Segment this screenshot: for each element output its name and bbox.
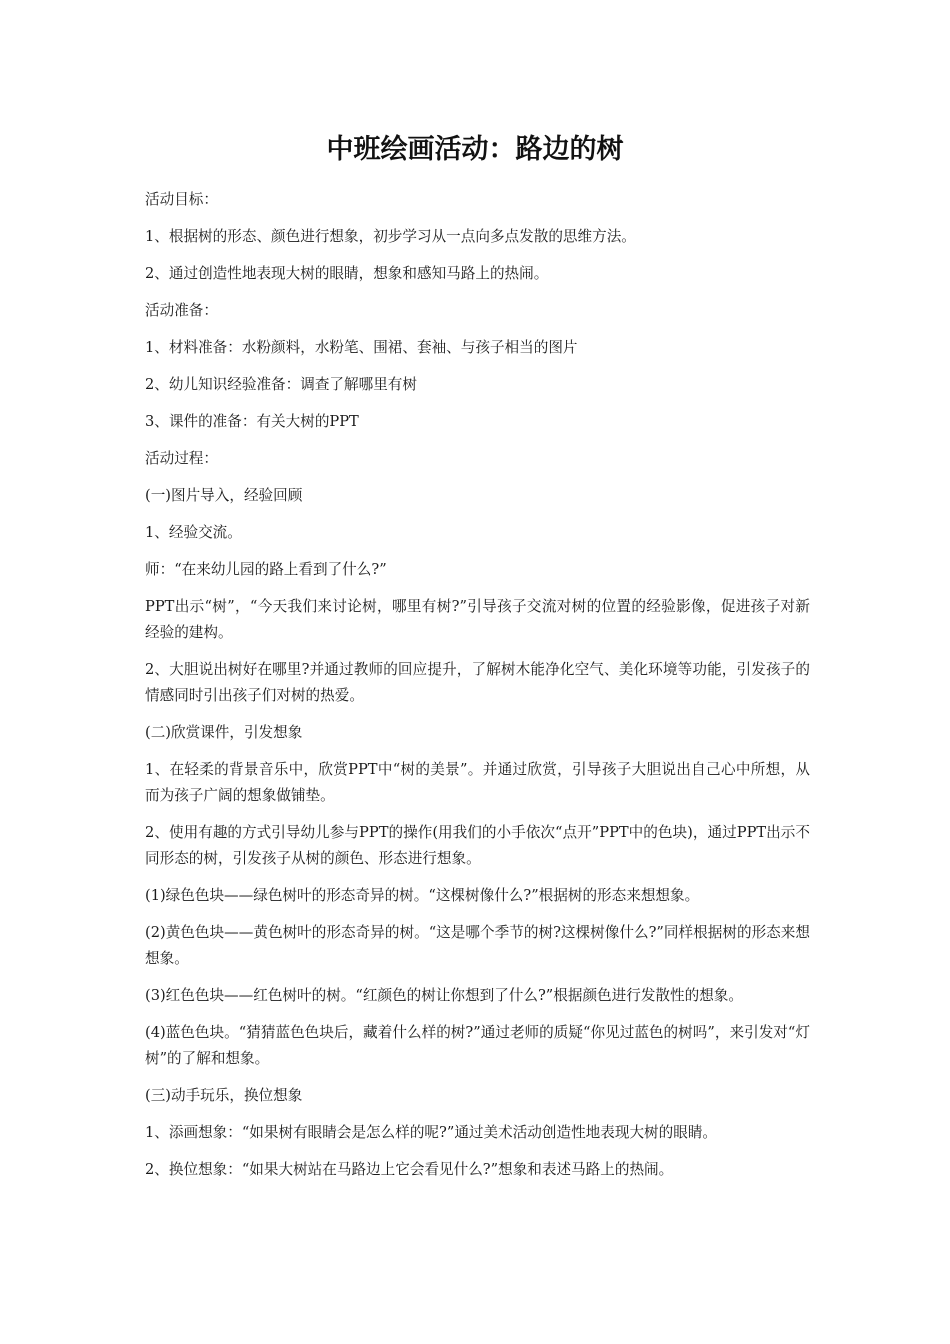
paragraph: 1、经验交流。 [145, 524, 242, 541]
paragraph: 1、在轻柔的背景音乐中，欣赏PPT中“树的美景”。并通过欣赏，引导孩子大胆说出自己心中所想，从而为孩子广阔的想象做铺垫。 [145, 761, 810, 804]
paragraph-section-heading: (一)图片导入，经验回顾 [145, 487, 303, 504]
document-body [145, 187, 810, 1194]
paragraph: PPT出示“树”，“今天我们来讨论树，哪里有树?”引导孩子交流对树的位置的经验影像，促进孩子对新经验的建构。 [145, 598, 810, 641]
paragraph-goals-heading: 活动目标： [145, 191, 218, 208]
paragraph-preparation-heading: 活动准备： [145, 302, 218, 319]
paragraph: 2、大胆说出树好在哪里?并通过教师的回应提升，了解树木能净化空气、美化环境等功能，引发孩子的情感同时引出孩子们对树的热爱。 [145, 661, 810, 704]
paragraph: (2)黄色色块——黄色树叶的形态奇异的树。“这是哪个季节的树?这棵树像什么?”同样根据树的形态来想想象。 [145, 924, 810, 967]
paragraph: 师：“在来幼儿园的路上看到了什么?” [145, 561, 387, 578]
paragraph-section-heading: (二)欣赏课件，引发想象 [145, 724, 303, 741]
paragraph-process-heading: 活动过程： [145, 450, 218, 467]
paragraph-section-heading: (三)动手玩乐，换位想象 [145, 1087, 303, 1104]
paragraph: (4)蓝色色块。“猜猜蓝色色块后，藏着什么样的树?”通过老师的质疑“你见过蓝色的树吗”，来引发对“灯树”的了解和想象。 [145, 1024, 810, 1067]
paragraph: 1、材料准备：水粉颜料，水粉笔、围裙、套袖、与孩子相当的图片 [145, 339, 578, 356]
paragraph: 2、使用有趣的方式引导幼儿参与PPT的操作(用我们的小手依次“点开”PPT中的色块)，通过PPT出示不同形态的树，引发孩子从树的颜色、形态进行想象。 [145, 824, 810, 867]
paragraph: 3、课件的准备：有关大树的PPT [145, 413, 359, 430]
paragraph: 2、通过创造性地表现大树的眼睛，想象和感知马路上的热闹。 [145, 265, 549, 282]
document-title: 中班绘画活动：路边的树 [326, 134, 624, 165]
paragraph: 1、根据树的形态、颜色进行想象，初步学习从一点向多点发散的思维方法。 [145, 228, 636, 245]
paragraph: 1、添画想象：“如果树有眼睛会是怎么样的呢?”通过美术活动创造性地表现大树的眼睛。 [145, 1124, 718, 1141]
paragraph: (3)红色色块——红色树叶的树。“红颜色的树让你想到了什么?”根据颜色进行发散性的想象。 [145, 987, 743, 1004]
paragraph: 2、幼儿知识经验准备：调查了解哪里有树 [145, 376, 417, 393]
paragraph: 2、换位想象：“如果大树站在马路边上它会看见什么?”想象和表述马路上的热闹。 [145, 1161, 674, 1178]
paragraph: (1)绿色色块——绿色树叶的形态奇异的树。“这棵树像什么?”根据树的形态来想想象。 [145, 887, 700, 904]
